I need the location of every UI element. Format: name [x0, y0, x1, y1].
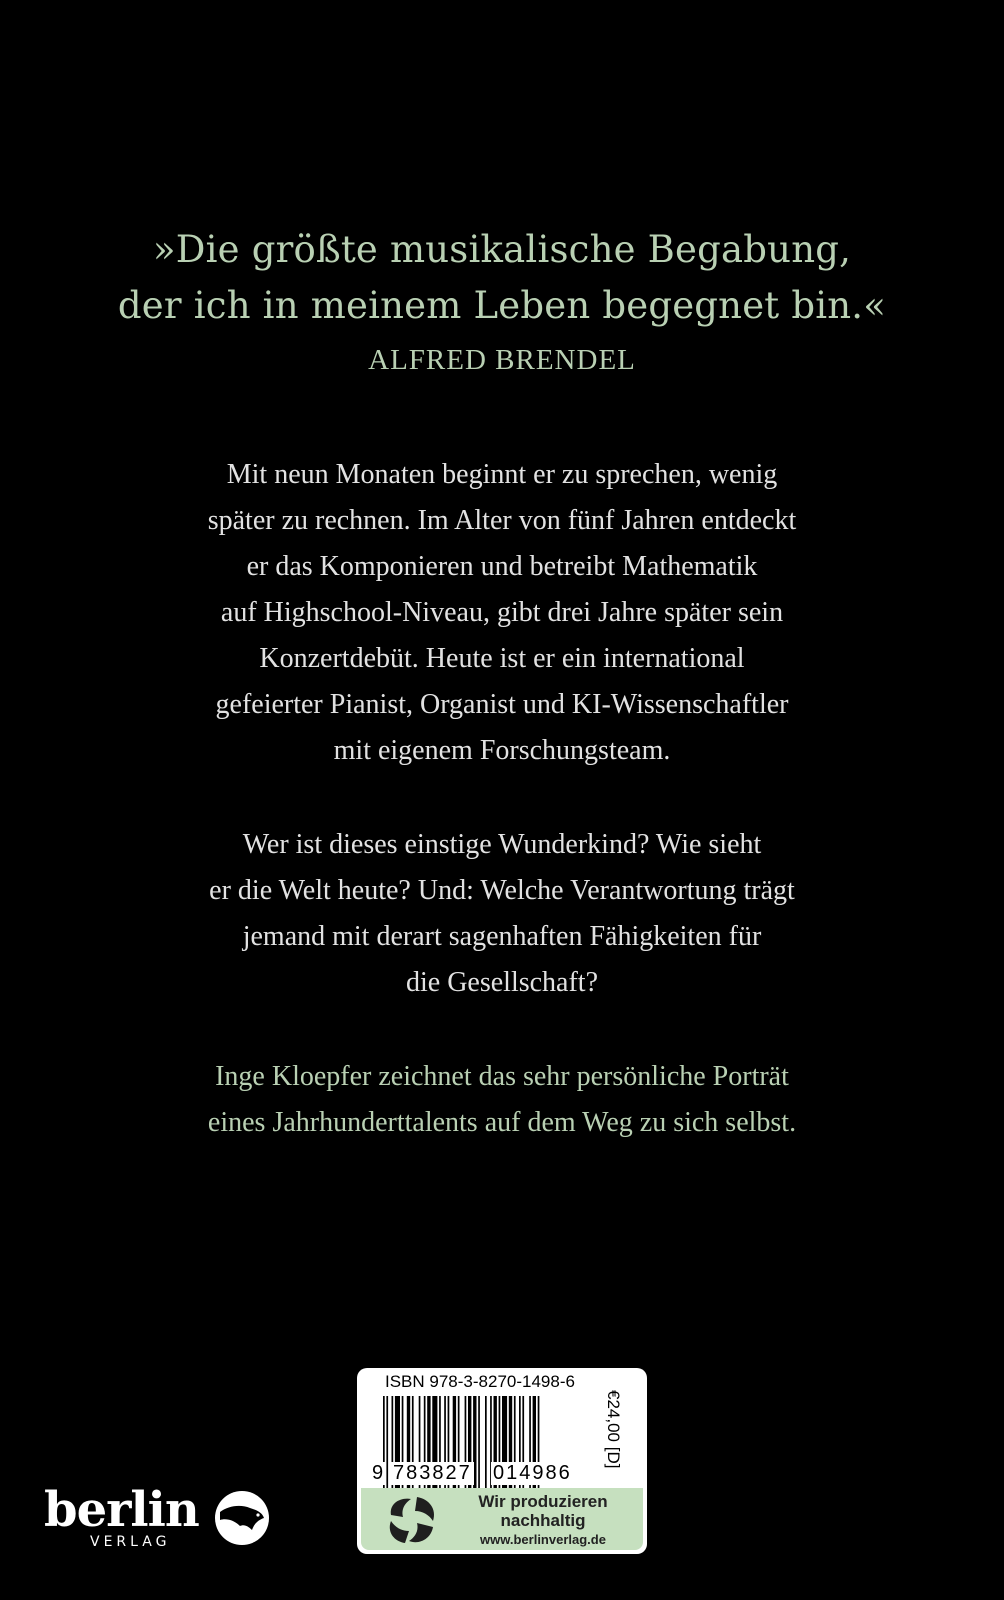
eco-line-2: nachhaltig	[500, 1511, 586, 1530]
price-label: €24,00 [D]	[604, 1390, 623, 1469]
text-line: mit eigenem Forschungsteam.	[333, 735, 671, 766]
barcode-digits-right: 014986	[493, 1462, 572, 1484]
eco-panel	[361, 1488, 643, 1550]
text-line: Konzertdebüt. Heute ist er ein international	[259, 643, 745, 674]
text-line: auf Highschool-Niveau, gibt drei Jahre später sein	[220, 597, 784, 628]
publisher-name: berlin	[44, 1482, 199, 1538]
text-line: er das Komponieren und betreibt Mathematik	[246, 551, 758, 582]
text-line: jemand mit derart sagenhaften Fähigkeiten für	[242, 921, 762, 952]
publisher-logo	[44, 1482, 264, 1556]
blurb-paragraph-1	[0, 452, 1004, 774]
recycle-leaves-icon	[383, 1493, 443, 1547]
text-line: Mit neun Monaten beginnt er zu sprechen, wenig	[226, 459, 778, 490]
eco-line-1: Wir produzieren	[478, 1492, 608, 1511]
text-line: die Gesellschaft?	[405, 967, 599, 998]
text-line: gefeierter Pianist, Organist und KI-Wissenschaftler	[215, 689, 789, 720]
text-line: er die Welt heute? Und: Welche Verantwortung trägt	[209, 875, 795, 906]
isbn-label: ISBN 978-3-8270-1498-6	[385, 1372, 575, 1391]
quote-attribution: ALFRED BRENDEL	[368, 344, 636, 376]
bear-icon	[214, 1490, 270, 1546]
publisher-url: www.berlinverlag.de	[480, 1532, 606, 1547]
eco-text	[453, 1492, 633, 1550]
quote-line-1: »Die größte musikalische Begabung,	[152, 228, 852, 271]
barcode-sticker	[357, 1368, 647, 1554]
barcode-digit-first: 9	[372, 1462, 386, 1484]
text-line: später zu rechnen. Im Alter von fünf Jahren entdeckt	[207, 505, 797, 536]
text-line: Wer ist dieses einstige Wunderkind? Wie sieht	[242, 829, 762, 860]
publisher-sub: VERLAG	[90, 1534, 171, 1550]
pull-quote	[0, 222, 1004, 334]
text-line: eines Jahrhunderttalents auf dem Weg zu sich selbst.	[207, 1107, 797, 1138]
barcode-digits-left: 783827	[393, 1462, 472, 1484]
blurb-paragraph-3	[0, 1054, 1004, 1146]
blurb-paragraph-2	[0, 822, 1004, 1006]
quote-line-2: der ich in meinem Leben begegnet bin.«	[117, 284, 887, 327]
text-line: Inge Kloepfer zeichnet das sehr persönliche Porträt	[215, 1061, 789, 1092]
